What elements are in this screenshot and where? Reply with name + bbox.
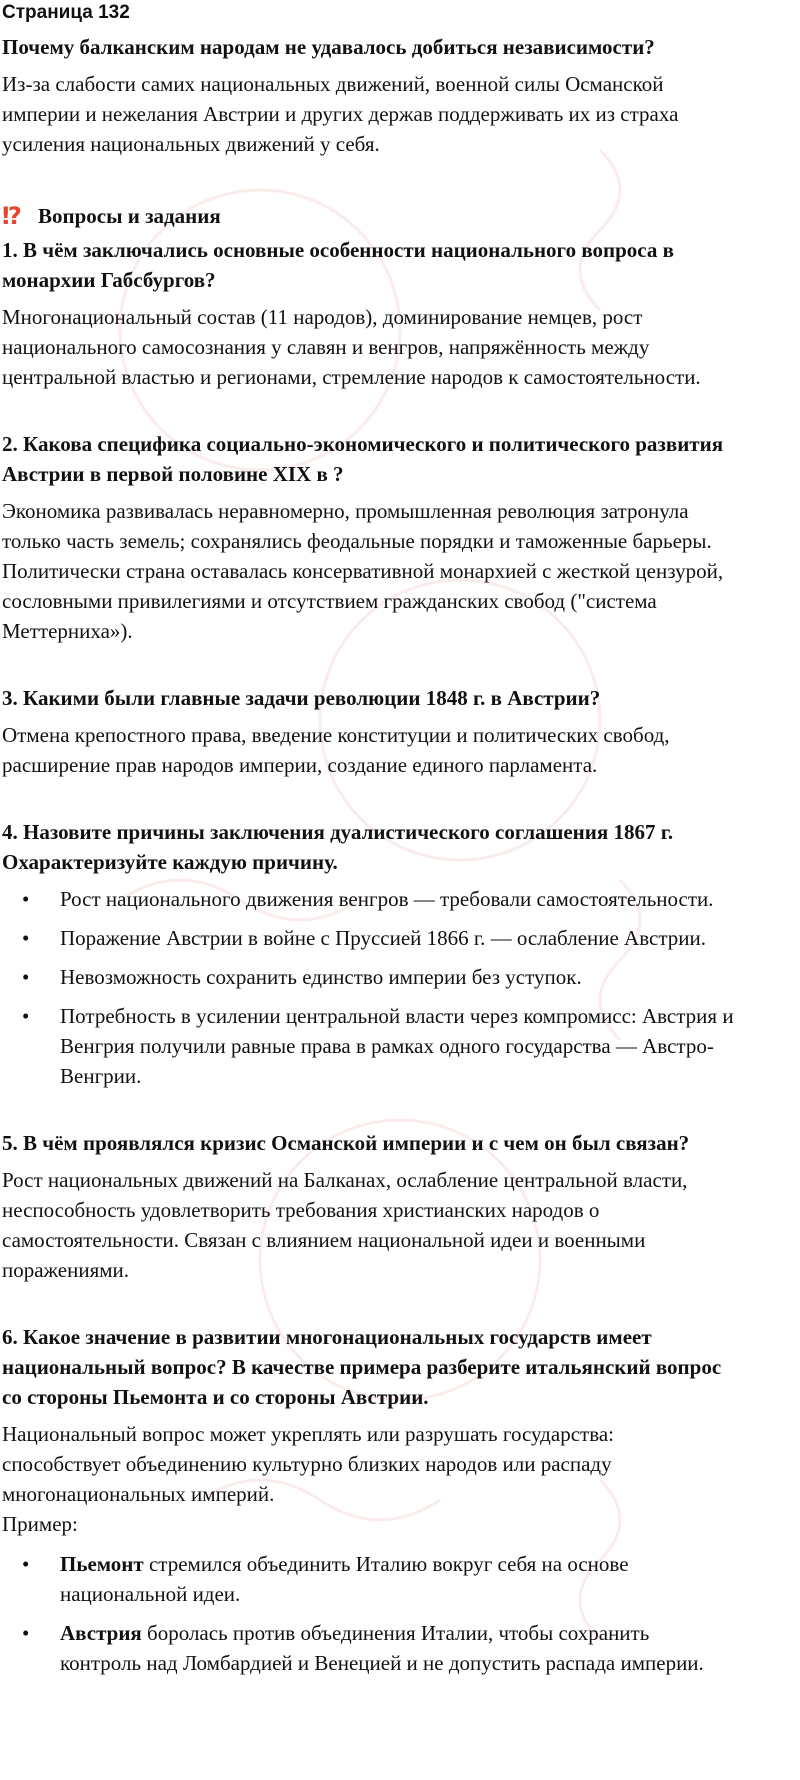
exclamation-question-icon: ⁉	[2, 202, 20, 230]
question-text: монархии Габсбургов?	[2, 268, 216, 292]
question-text: Австрии в первой половине XIX в ?	[2, 462, 344, 486]
answer-line: Политически страна оставалась консервативной монархией с жесткой цензурой,	[2, 559, 724, 583]
list-item: • Рост национального движения венгров — требовали самостоятельности.	[2, 884, 798, 914]
bullet-icon: •	[22, 965, 30, 989]
answer-line: Экономика развивалась неравномерно, промышленная революция затронула	[2, 499, 689, 523]
answer-line: самостоятельности. Связан с влиянием национальной идеи и военными	[2, 1228, 646, 1252]
bullet-icon: •	[22, 1004, 30, 1028]
intro-question: Почему балканским народам не удавалось добиться независимости?	[2, 35, 655, 59]
list-item: • Потребность в усилении центральной власти через компромисс: Австрия и Венгрия получили равные права в рамках одного государства — Австро- Венгрии.	[2, 1001, 798, 1091]
answer-line: только часть земель; сохранялись феодальные порядки и таможенные барьеры.	[2, 529, 712, 553]
answer-line: Меттерниха»).	[2, 619, 133, 643]
bullet-icon: •	[22, 1552, 30, 1576]
question-text: национальный вопрос? В качестве примера разберите итальянский вопрос	[2, 1355, 722, 1379]
list-item: • Невозможность сохранить единство империи без уступок.	[2, 962, 798, 992]
question-text: 3. Какими были главные задачи революции 1848 г. в Австрии?	[2, 686, 601, 710]
list-item: • Австрия боролась против объединения Италии, чтобы сохранить контроль над Ломбардией и Венецией и не допустить распада империи.	[2, 1618, 798, 1678]
question-text: 1. В чём заключались основные особенности национального вопроса в	[2, 238, 674, 262]
question-block-2	[2, 429, 798, 646]
question-text: 2. Какова специфика социально-экономического и политического развития	[2, 432, 724, 456]
bullet-list	[2, 884, 798, 1091]
answer-line: расширение прав народов империи, создание единого парламента.	[2, 753, 598, 777]
list-item: • Пьемонт стремился объединить Италию вокруг себя на основе национальной идеи.	[2, 1549, 798, 1609]
question-text: со стороны Пьемонта и со стороны Австрии.	[2, 1385, 429, 1409]
list-item: • Поражение Австрии в войне с Пруссией 1866 г. — ослабление Австрии.	[2, 923, 798, 953]
question-block-6	[2, 1322, 798, 1678]
bullet-icon: •	[22, 1621, 30, 1645]
bullet-icon: •	[22, 926, 30, 950]
question-block-1	[2, 235, 798, 392]
answer-line: Пример:	[2, 1512, 78, 1536]
question-text: Охарактеризуйте каждую причину.	[2, 850, 338, 874]
answer-line: Рост национальных движений на Балканах, ослабление центральной власти,	[2, 1168, 688, 1192]
section-heading	[2, 201, 798, 231]
bullet-icon: •	[22, 887, 30, 911]
bullet-list	[2, 1549, 798, 1678]
question-block-3	[2, 683, 798, 780]
answer-line: поражениями.	[2, 1258, 130, 1282]
question-text: 4. Назовите причины заключения дуалистического соглашения 1867 г.	[2, 820, 674, 844]
intro-answer-line: Из-за слабости самих национальных движений, военной силы Османской	[2, 72, 664, 96]
intro-answer-line: империи и нежелания Австрии и других держав поддерживать их из страха	[2, 102, 679, 126]
answer-line: Национальный вопрос может укреплять или разрушать государства:	[2, 1422, 614, 1446]
answer-line: центральной властью и регионами, стремление народов к самостоятельности.	[2, 365, 701, 389]
answer-line: Многонациональный состав (11 народов), доминирование немцев, рост	[2, 305, 643, 329]
intro-answer-line: усиления национальных движений у себя.	[2, 132, 380, 156]
answer-line: многонациональных империй.	[2, 1482, 275, 1506]
intro-block	[2, 32, 798, 159]
question-text: 6. Какое значение в развитии многонациональных государств имеет	[2, 1325, 652, 1349]
answer-line: способствует объединению культурно близких народов или распаду	[2, 1452, 612, 1476]
answer-line: национального самосознания у славян и венгров, напряжённость между	[2, 335, 650, 359]
answer-line: сословными привилегиями и отсутствием гражданских свобод ("система	[2, 589, 657, 613]
question-block-5	[2, 1128, 798, 1285]
section-title: Вопросы и задания	[38, 204, 221, 228]
question-text: 5. В чём проявлялся кризис Османской империи и с чем он был связан?	[2, 1131, 690, 1155]
page-title: Страница 132	[2, 2, 130, 23]
answer-line: Отмена крепостного права, введение конституции и политических свобод,	[2, 723, 670, 747]
question-block-4	[2, 817, 798, 1091]
answer-line: неспособность удовлетворить требования христианских народов о	[2, 1198, 600, 1222]
